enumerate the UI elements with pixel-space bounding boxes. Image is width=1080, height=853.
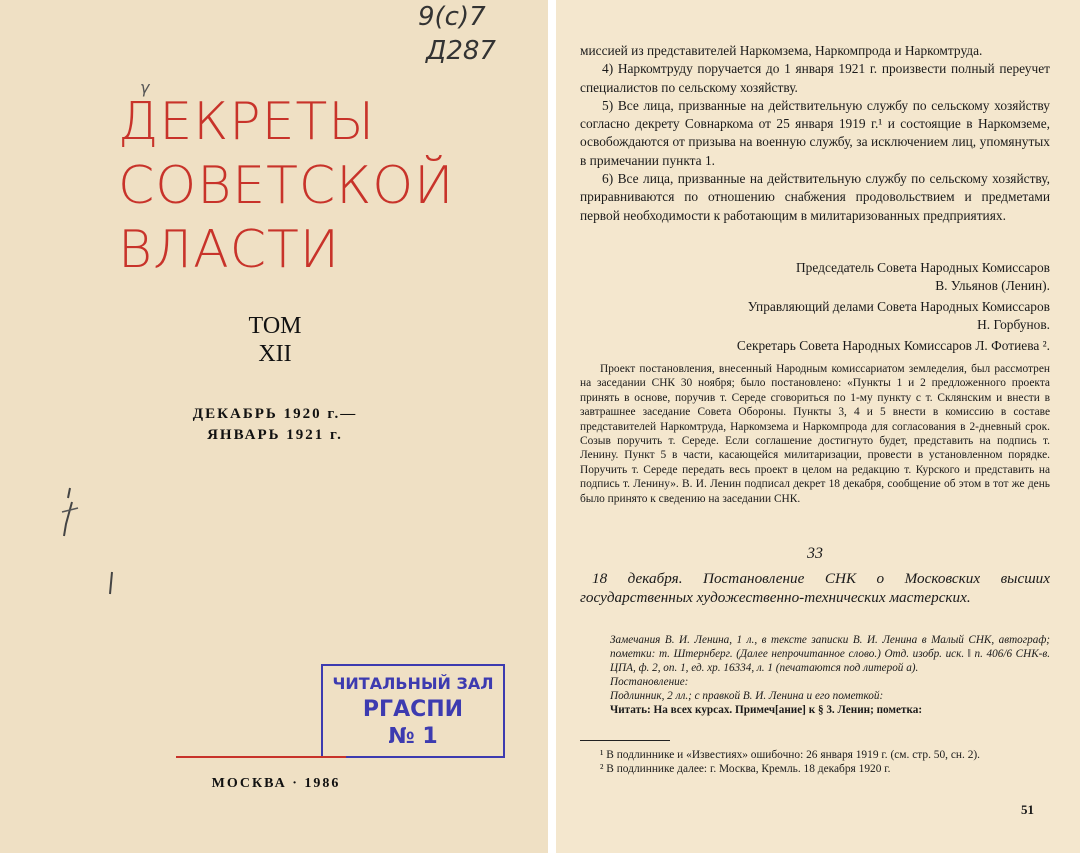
- volume-block: [200, 312, 350, 368]
- pencil-tick-icon: [104, 570, 120, 598]
- footnotes: [580, 748, 1050, 776]
- hand-mark: γ: [140, 78, 150, 97]
- handwritten-call-number: Д287: [426, 36, 496, 66]
- footnote: ¹ В подлиннике и «Известиях» ошибочно: 26 января 1919 г. (см. стр. 50, сн. 2).: [600, 749, 981, 761]
- paragraph: 4) Наркомтруду поручается до 1 января 1921 г. произвести полный переучет специалистов по сельскому хозяйству.: [580, 61, 1050, 95]
- period-start: ДЕКАБРЬ 1920 г.—: [192, 406, 358, 422]
- title-line: СОВЕТСКОЙ: [118, 156, 455, 216]
- document-title: 18 декабря. Постановление СНК о Московских высших государственных художественно-технических мастерских.: [580, 570, 1050, 606]
- paragraph: 5) Все лица, призванные на действительную службу по сельскому хозяйству согласно декрету Совнаркома от 25 января 1919 г.¹ и состоящие в Наркомземе, освобождаются от призыва на военную службу, за исключением лиц, упомянутых в примечании пункта 1.: [580, 97, 1050, 168]
- title-line: ДЕКРЕТЫ: [118, 92, 376, 152]
- text-page: [556, 0, 1080, 853]
- archive-note: Замечания В. И. Ленина, 1 л., в тексте записки В. И. Ленина в Малый СНК, автограф; пометки: т. Штернберг. (Далее непрочитанное слово.) Отд. изобр. иск. ‖ п. 406/6 СНК-в. ЦПА, ф. 2, оп. 1, ед. хр. 16334, л. 1 (печатаются под литерой а).: [610, 634, 1050, 674]
- signature-line: Председатель Совета Народных Комиссаров: [796, 260, 1050, 275]
- archive-notes: [610, 633, 1050, 717]
- signatures: [616, 259, 1050, 355]
- footnote-rule: [580, 740, 670, 741]
- signature-line: Управляющий делами Совета Народных Комиссаров: [747, 299, 1050, 314]
- volume-label: ТОМ: [248, 313, 302, 339]
- footnote: ² В подлиннике далее: г. Москва, Кремль. 18 декабря 1920 г.: [600, 763, 891, 775]
- decree-body: [580, 42, 1050, 225]
- pencil-mark-icon: [56, 484, 86, 544]
- red-rule: [176, 756, 346, 758]
- paragraph: 6) Все лица, призванные на действительную службу по сельскому хозяйству, приравниваются по отношению снабжения продовольствием и предметами первой необходимости к работающим в милитаризованных предприятиях.: [580, 171, 1050, 223]
- archive-note: Читать: На всех курсах. Примеч[ание] к § 3. Ленин; пометка:: [610, 704, 923, 716]
- period-block: [150, 404, 400, 446]
- period-end: ЯНВАРЬ 1921 г.: [207, 427, 343, 443]
- archive-note: Подлинник, 2 лл.; с правкой В. И. Ленина и его пометкой:: [610, 690, 884, 702]
- library-stamp: [321, 664, 505, 758]
- imprint: МОСКВА · 1986: [211, 776, 341, 791]
- title-line: ВЛАСТИ: [118, 220, 341, 280]
- stamp-line: РГАСПИ: [362, 697, 464, 722]
- signature-line: Н. Горбунов.: [977, 316, 1050, 332]
- paragraph: миссией из представителей Наркомзема, Наркомпрода и Наркомтруда.: [580, 43, 983, 58]
- document-number: 33: [807, 545, 823, 562]
- handwritten-shelfmark: 9(с)7: [418, 2, 486, 32]
- stamp-line: ЧИТАЛЬНЫЙ ЗАЛ: [332, 674, 494, 693]
- stamp-line: № 1: [388, 724, 438, 749]
- archive-note: Постановление:: [610, 676, 689, 688]
- editorial-commentary: Проект постановления, внесенный Народным комиссариатом земледелия, был рассмотрен на заседании СНК 30 ноября; было постановлено: «Пункты 1 и 2 предложенного проекта принять в основе, поручив т. Середе сговориться по 1-му пункту с т. Склянским и внести в завтрашнее заседание Совета Обороны. Пункты 3, 4 и 5 внести в комиссию в составе представителей Наркомтруда, Наркомзема и Наркомпрода для согласования в 2-дневный срок. Созыв поручить т. Середе. Если соглашение достигнуто будет, представить на подпись т. Ленину. Пункт 5 в части, касающейся милитаризации, провести в установленном порядке. Поручить т. Середе передать весь проект в целом на редакцию т. Курского и представить на подпись т. Ленину». В. И. Ленин подписал декрет 18 декабря, сообщение об этом в тот же день было принято к сведению на заседании СНК.: [580, 363, 1050, 505]
- signature-line: В. Ульянов (Ленин).: [935, 277, 1050, 293]
- volume-number: XII: [258, 341, 292, 367]
- signature-line: Секретарь Совета Народных Комиссаров Л. Фотиева ².: [736, 338, 1050, 353]
- page-number: 51: [1021, 802, 1034, 817]
- book-title: [118, 90, 455, 282]
- gutter: [548, 0, 556, 853]
